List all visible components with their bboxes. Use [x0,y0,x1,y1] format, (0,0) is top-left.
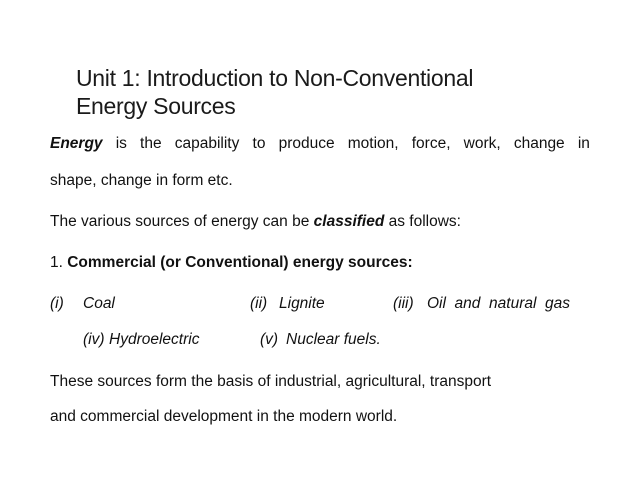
slide-title [76,64,576,120]
word: produce [278,135,335,152]
word: capability [174,135,240,152]
source-marker: (ii) [250,295,268,312]
definition-line-2: shape, change in form etc. [50,172,233,189]
word: force, [411,135,451,152]
source-item-hydroelectric: Hydroelectric [109,331,200,348]
source-item-coal: Coal [83,295,115,312]
source-marker: (iii) [393,295,414,312]
word: change [513,135,565,152]
definition-line-1 [50,134,590,154]
classification-sentence [50,212,461,232]
word: is [115,135,127,152]
slide-title-line-2: Energy Sources [76,93,236,119]
source-marker: (i) [50,295,64,312]
section-number: 1. [50,254,68,271]
word: in [577,135,590,152]
source-item-nuclear: Nuclear fuels. [286,331,381,348]
slide-title-line-1: Unit 1: Introduction to Non-Conventional [76,65,474,91]
source-item-lignite: Lignite [279,295,325,312]
summary-line-2: and commercial development in the modern world. [50,408,398,425]
source-marker: (v) [260,331,279,348]
word: motion, [347,135,399,152]
sources-row-2 [50,330,590,350]
section-1-heading [50,253,413,273]
source-marker: (iv) [83,331,105,348]
source-item-oil-gas: Oil and natural gas [427,295,571,312]
classified-emphasis: classified [313,213,385,230]
section-heading-text: Commercial (or Conventional) energy sources: [67,254,413,271]
summary-line-1: These sources form the basis of industrial, agricultural, transport [50,373,492,390]
word: the [140,135,162,152]
word: to [252,135,266,152]
energy-term: Energy [50,135,103,152]
classification-prefix: The various sources of energy can be [50,213,314,230]
word: work, [463,135,501,152]
sources-row-1 [50,294,590,314]
classification-suffix: as follows: [384,213,461,230]
